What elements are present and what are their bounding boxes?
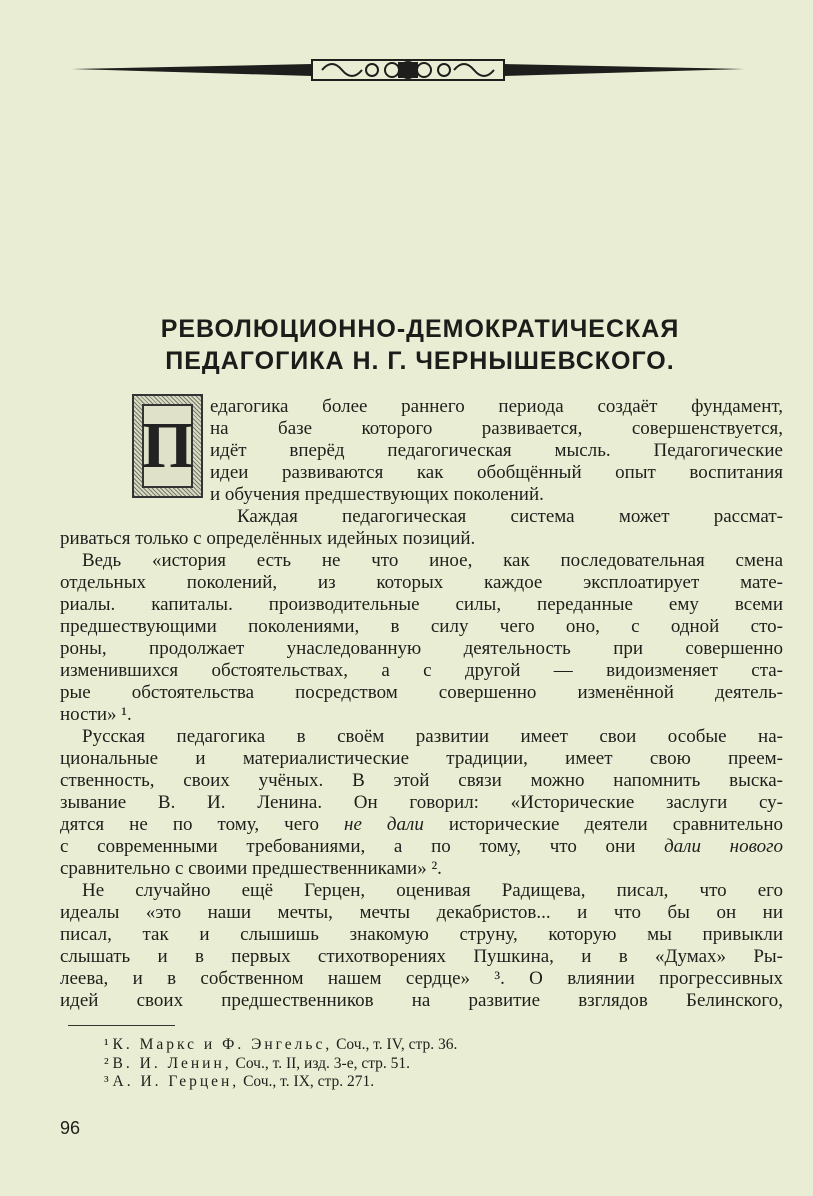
text-run: слышать и в первых стихотворениях Пушкина, и в «Думах» Ры- [60,946,783,967]
text-line [60,770,783,792]
footnote-mark: ³ [104,1073,109,1090]
footnote-mark: ² [104,1054,109,1072]
text-run: Не случайно ещё Герцен, оценивая Радищева, писал, что его [82,880,783,901]
text-run: циональные и материалистические традиции, имеет свою преем- [60,748,783,769]
text-line [60,726,783,748]
text-run: леева, и в собственном нашем сердце» ³. О влиянии прогрессивных [60,968,783,989]
text-run: предшествующими поколениями, в силу чего оно, с одной сто- [60,616,783,637]
text-run: Русская педагогика в своём развитии имеет свои особые на- [82,726,783,747]
footnote-author: К. Маркс и Ф. Энгельс, [112,1036,333,1053]
footnotes [104,1036,457,1092]
text-run: Ведь «история есть не что иное, как последовательная смена [82,550,783,571]
page-number: 96 [60,1118,81,1138]
text-line [60,550,783,572]
text-run: идей своих предшественников на развитие взглядов Белинского, [60,990,783,1011]
footnote-mark: ¹ [104,1036,109,1053]
text-run: на базе которого развивается, совершенствуется, [210,418,783,439]
text-line [60,616,783,638]
text-line [60,594,783,616]
text-line [60,858,783,880]
text-line [60,836,783,858]
italic-emphasis: не дали [344,814,424,835]
drop-cap-letter: П [142,404,193,488]
text-line [60,946,783,968]
text-run: риваться только с определённых идейных позиций. [60,528,476,549]
footnote [104,1055,457,1074]
chapter-title-line-2: ПЕДАГОГИКА Н. Г. ЧЕРНЫШЕВСКОГО. [165,347,675,375]
footnote-citation: Соч., т. II, изд. 3-е, стр. 51. [231,1054,411,1072]
text-line [60,440,783,462]
text-run: ности» ¹. [60,704,132,725]
text-run: отдельных поколений, из которых каждое эксплоатирует мате- [60,572,783,593]
text-line [60,660,783,682]
text-run: роны, продолжает унаследованную деятельность при совершенно [60,638,783,659]
footnote-author: А. И. Герцен, [112,1073,240,1090]
text-line [60,396,783,418]
text-run: изменившихся обстоятельствах, а с другой — видоизменяет ста- [60,660,783,681]
text-line [60,924,783,946]
text-line [60,506,783,528]
text-line [60,968,783,990]
text-run: едагогика более раннего периода создаёт фундамент, [210,396,783,417]
text-line [60,990,783,1012]
text-run: рые обстоятельства посредством совершенно изменённой деятель- [60,682,783,703]
ornamental-header-rule-icon [72,52,744,88]
text-run: зывание В. И. Ленина. Он говорил: «Исторические заслуги су- [60,792,783,813]
text-run: идеалы «это наши мечты, мечты декабристов... и что бы он ни [60,902,783,923]
text-run: дятся не по тому, чего [60,814,345,835]
footnote-citation: Соч., т. IV, стр. 36. [332,1036,458,1053]
text-line [60,528,783,550]
body-text [60,396,783,1012]
text-run: идёт вперёд педагогическая мысль. Педагогические [210,440,783,461]
text-line [60,638,783,660]
text-line [60,792,783,814]
footnote [104,1073,457,1092]
text-line [60,704,783,726]
footnote-divider [68,1025,175,1026]
text-run: писал, так и слышишь знакомую струну, которую мы привыкли [60,924,783,945]
text-line [60,682,783,704]
chapter-title-line-1: РЕВОЛЮЦИОННО-ДЕМОКРАТИЧЕСКАЯ [160,315,680,343]
text-run: с современными требованиями, а по тому, что они [60,836,665,857]
italic-emphasis: дали нового [664,836,783,857]
text-line [60,902,783,924]
text-line [60,418,783,440]
footnote-citation: Соч., т. IX, стр. 271. [239,1073,375,1090]
text-run: ственность, своих учёных. В этой связи можно напомнить выска- [60,770,783,791]
text-line [60,748,783,770]
text-line [60,814,783,836]
text-run: исторические деятели сравнительно [423,814,783,835]
text-run: Каждая педагогическая система может рассмат- [237,506,783,527]
text-line [60,572,783,594]
text-run: риалы. капиталы. производительные силы, переданные ему всеми [60,594,783,615]
text-line [60,462,783,484]
text-run: и обучения предшествующих поколений. [210,484,544,505]
text-line [60,484,783,506]
footnote-author: В. И. Ленин, [112,1054,232,1072]
text-run: сравнительно с своими предшественниками» ². [60,858,442,879]
text-line [60,880,783,902]
footnote [104,1036,457,1055]
text-run: идеи развиваются как обобщённый опыт воспитания [210,462,783,483]
